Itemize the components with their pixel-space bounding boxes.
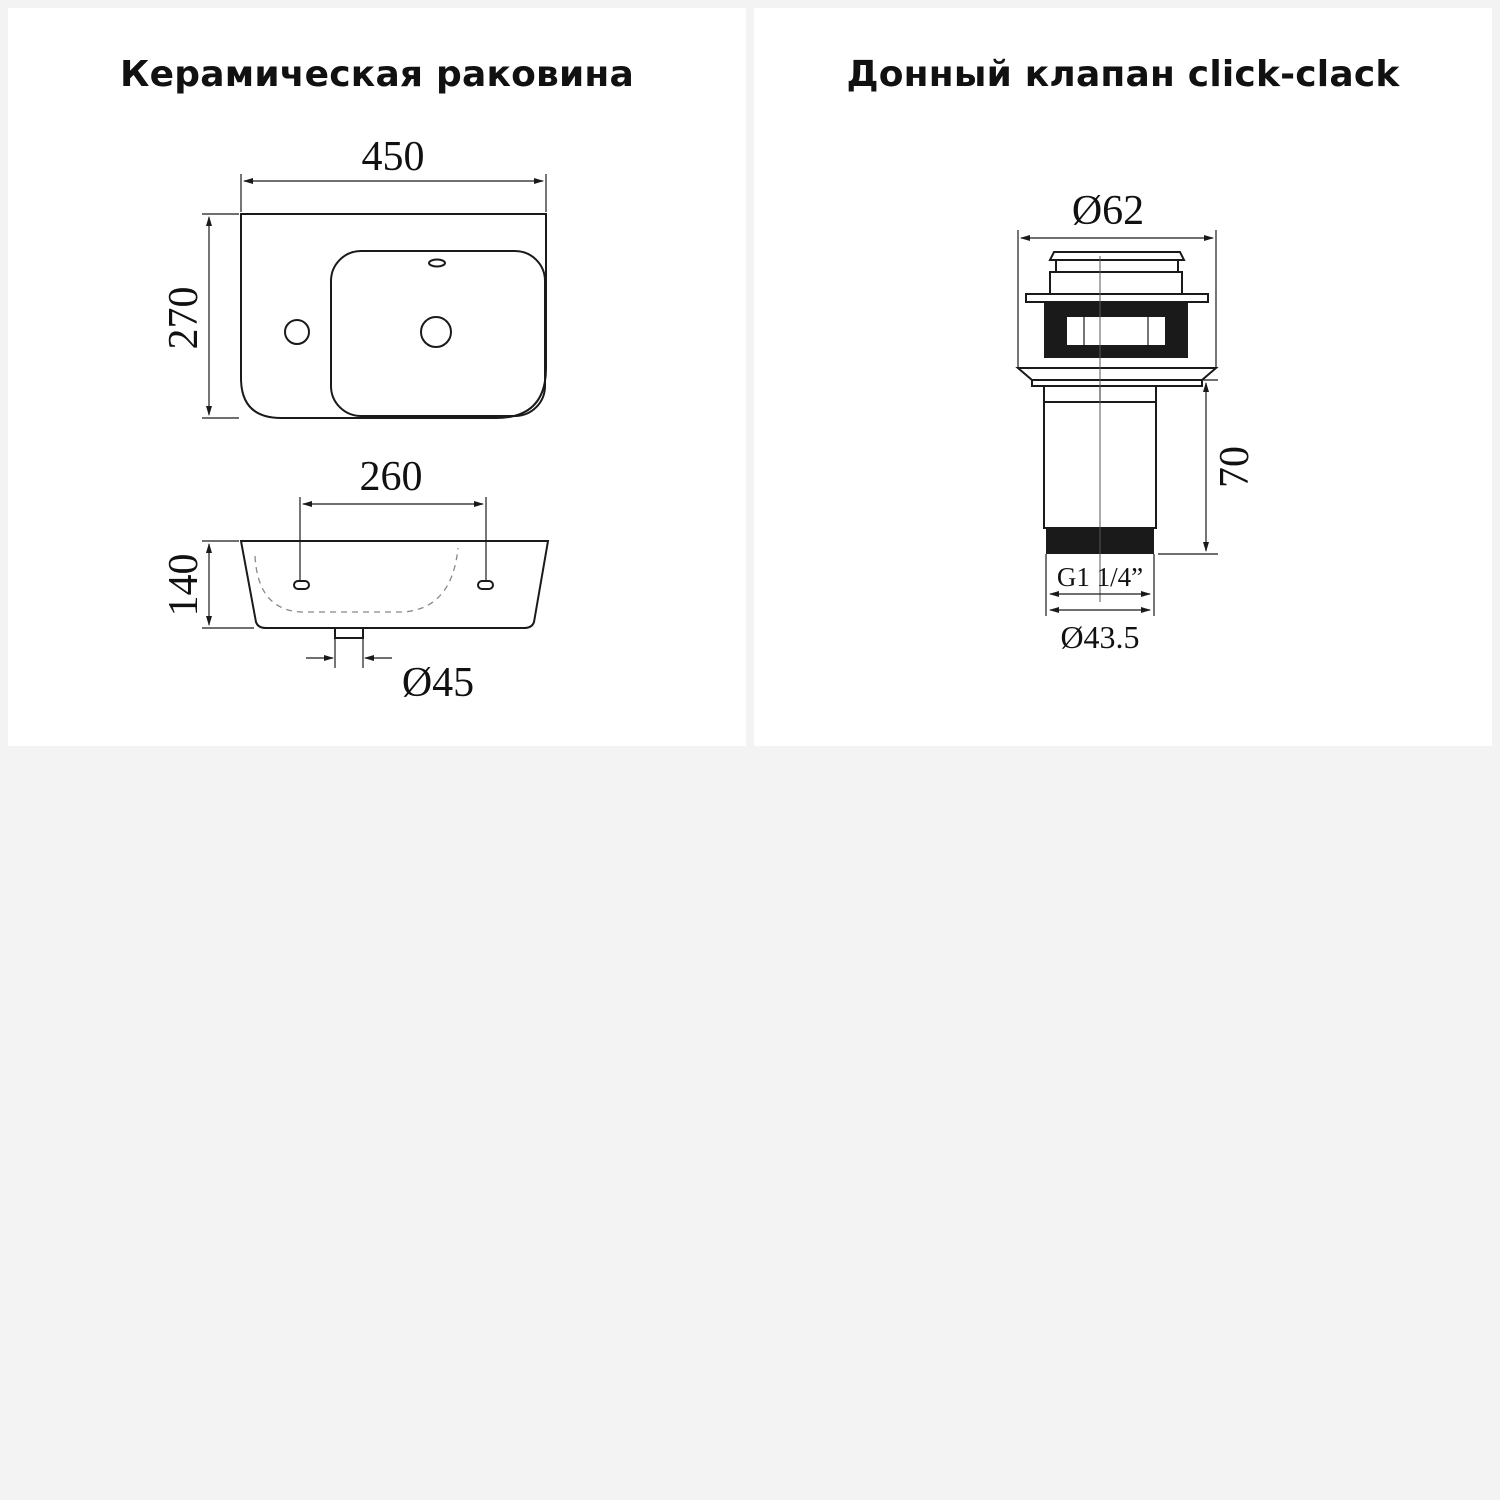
drain-diameter-label: Ø45 bbox=[401, 660, 475, 706]
thread-diameter-label: Ø43.5 bbox=[1060, 619, 1140, 655]
sink-top-view bbox=[241, 214, 546, 418]
sink-front-view bbox=[241, 541, 548, 638]
valve-drawing bbox=[754, 8, 1492, 746]
valve-panel bbox=[754, 8, 1492, 746]
valve-body bbox=[1018, 252, 1216, 602]
sink-depth-dimension bbox=[161, 214, 239, 418]
sink-title: Керамическая раковина bbox=[119, 54, 634, 95]
sink-drawing bbox=[8, 8, 746, 746]
sink-width-label: 450 bbox=[361, 134, 425, 180]
drain-diameter-dimension bbox=[306, 638, 474, 706]
valve-length-dimension bbox=[1158, 380, 1258, 554]
valve-length-label: 70 bbox=[1212, 446, 1258, 488]
tap-spacing-label: 260 bbox=[359, 454, 423, 500]
drain-hole bbox=[421, 317, 451, 347]
sink-panel bbox=[8, 8, 746, 746]
sink-height-dimension bbox=[161, 541, 254, 628]
sink-width-dimension bbox=[241, 134, 546, 212]
tap-spacing-dimension bbox=[300, 454, 486, 581]
sink-height-label: 140 bbox=[161, 553, 207, 617]
thread-dimension bbox=[1046, 554, 1154, 655]
tap-hole bbox=[285, 320, 309, 344]
thread-label: G1 1/4” bbox=[1056, 562, 1144, 592]
sink-depth-label: 270 bbox=[161, 286, 207, 350]
valve-title: Донный клапан click-clack bbox=[846, 54, 1400, 95]
cap-diameter-label: Ø62 bbox=[1071, 188, 1145, 234]
